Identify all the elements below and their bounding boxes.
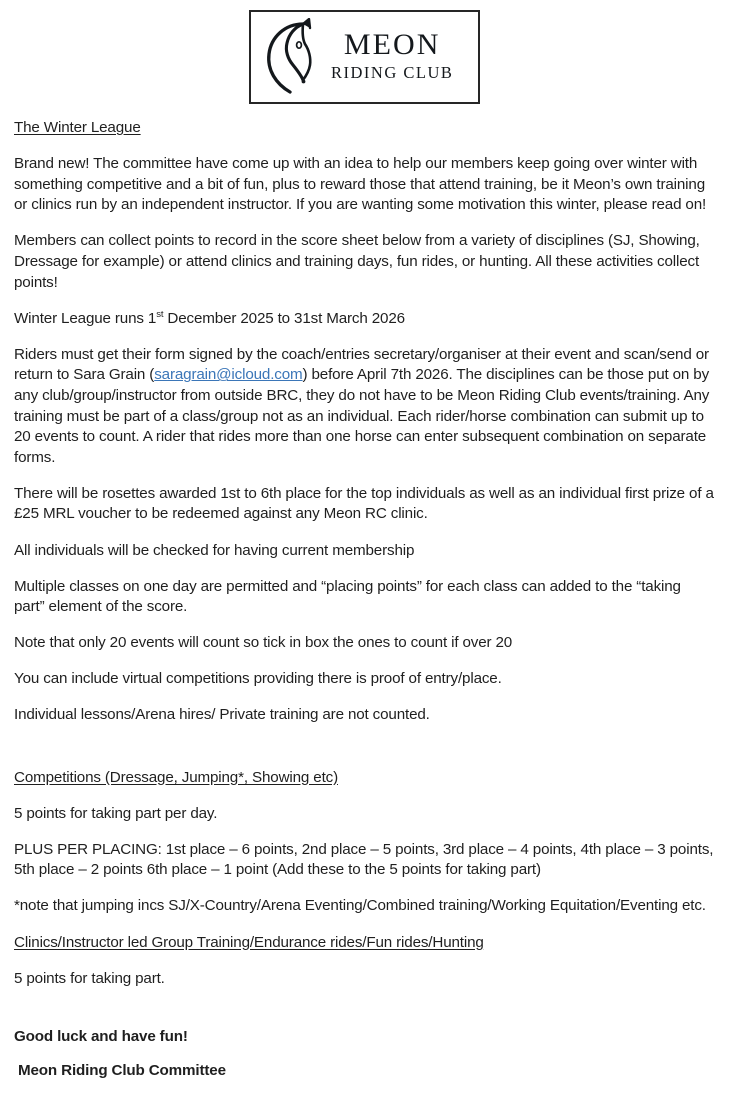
paragraph-form-signing	[14, 345, 714, 469]
paragraph-virtual-competitions: You can include virtual competitions providing there is proof of entry/place.	[14, 670, 502, 688]
document-body	[14, 118, 714, 1097]
paragraph-rosettes: There will be rosettes awarded 1st to 6th place for the top individuals as well as an individual first prize of a £25 MRL voucher to be redeemed against any Meon RC clinic.	[14, 484, 714, 523]
league-dates-before: Winter League runs 1	[14, 309, 157, 327]
heading-winter-league: The Winter League	[14, 119, 141, 136]
horse-head-icon	[263, 18, 325, 96]
heading-clinics-training: Clinics/Instructor led Group Training/Endurance rides/Fun rides/Hunting	[14, 933, 484, 951]
league-dates-after: December 2025 to 31st March 2026	[163, 309, 405, 327]
paragraph-league-dates	[14, 309, 714, 330]
closing-good-luck: Good luck and have fun!	[14, 1027, 188, 1045]
meon-riding-club-logo	[249, 10, 480, 104]
closing-spacer	[14, 1005, 714, 1027]
heading-competitions: Competitions (Dressage, Jumping*, Showing etc)	[14, 768, 338, 786]
ordinal-suffix: st	[156, 308, 164, 320]
paragraph-plus-per-placing: PLUS PER PLACING: 1st place – 6 points, 2nd place – 5 points, 3rd place – 4 points, 4th place – 3 points, 5th place – 2 points 6th place – 1 point (Add these to the 5 points for taking part)	[14, 840, 714, 879]
email-link-saragrain[interactable]: saragrain@icloud.com	[154, 366, 303, 384]
closing-committee-signature: Meon Riding Club Committee	[18, 1062, 226, 1080]
paragraph-note-20-events: Note that only 20 events will count so tick in box the ones to count if over 20	[14, 634, 513, 652]
paragraph-5-points-per-day: 5 points for taking part per day.	[14, 804, 218, 822]
paragraph-brand-new: Brand new! The committee have come up with an idea to help our members keep going over winter with something competitive and a bit of fun, plus to reward those that attend training, be it Meon’s own training or clinics run by an independent instructor. If you are wanting some motivation this winter, please read on!	[14, 155, 707, 214]
paragraph-individual-lessons: Individual lessons/Arena hires/ Private training are not counted.	[14, 706, 430, 724]
paragraph-members-points: Members can collect points to record in the score sheet below from a variety of disciplines (SJ, Showing, Dressage for example) or attend clinics and training days, fun rides, or hunting. All these activities collect points!	[14, 232, 700, 291]
logo-title: MEON	[343, 28, 441, 62]
paragraph-jumping-note: *note that jumping incs SJ/X-Country/Arena Eventing/Combined training/Working Equitation/Eventing etc.	[14, 897, 706, 915]
logo-wordmark	[331, 30, 453, 83]
form-signing-text-2: ) before April 7th 2026. The disciplines can be those put on by any club/group/instructor from outside BRC, they do not have to be Meon Riding Club events/training. Any training must be part of a class/group not as an individual. Each rider/horse combination can submit up to 20 events to count. A rider that rides more than one horse can enter subsequent combination on separate forms.	[14, 366, 710, 466]
section-spacer	[14, 742, 714, 768]
paragraph-membership-check: All individuals will be checked for having current membership	[14, 541, 415, 559]
form-signing-text-1: Riders must get their form signed by the coach/entries secretary/organiser at their event and scan/send or return to Sara Grain (	[14, 345, 709, 384]
paragraph-multiple-classes: Multiple classes on one day are permitted and “placing points” for each class can added to the “taking part” element of the score.	[14, 577, 681, 616]
paragraph-5-points-taking-part: 5 points for taking part.	[14, 969, 165, 987]
logo-subtitle: RIDING CLUB	[331, 62, 454, 82]
